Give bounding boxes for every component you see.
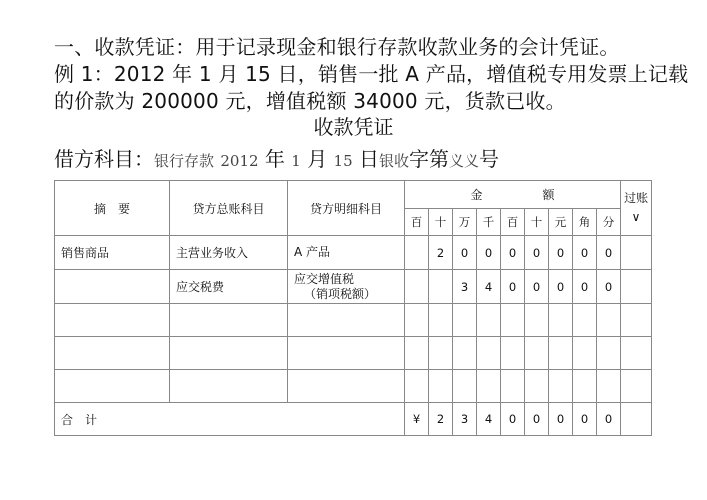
amount-digit [429, 337, 453, 370]
amount-digit [405, 236, 429, 270]
amount-digit: 0 [501, 236, 525, 270]
amount-digit [405, 370, 429, 403]
total-digit: 0 [549, 403, 573, 436]
amount-digit [501, 337, 525, 370]
voucher-kind: 银收 [379, 152, 410, 170]
total-digit: 0 [501, 403, 525, 436]
row-general-account: 主营业务收入 [170, 236, 288, 270]
amount-digit [549, 370, 573, 403]
row-general-account [170, 304, 288, 337]
total-label: 合 计 [55, 403, 405, 436]
amount-digit [501, 370, 525, 403]
amount-digit: 0 [453, 236, 477, 270]
posted-header [621, 181, 652, 236]
row-detail-account [288, 370, 405, 403]
total-digit: 2 [429, 403, 453, 436]
amount-digit [405, 337, 429, 370]
detail-account-header: 贷方明细科目 [288, 181, 405, 236]
debit-account: 银行存款 [154, 152, 215, 170]
amount-digit [549, 337, 573, 370]
amount-digit: 0 [573, 236, 597, 270]
table-row [55, 370, 652, 403]
summary-header: 摘 要 [55, 181, 170, 236]
detail-account-note: （销项税额） [304, 286, 377, 301]
total-digit: 0 [597, 403, 621, 436]
amount-digit [453, 337, 477, 370]
amount-header: 金 额 [405, 181, 621, 209]
amount-digit [405, 304, 429, 337]
amount-digit [573, 370, 597, 403]
amount-digit [525, 370, 549, 403]
row-general-account [170, 370, 288, 403]
table-row [55, 337, 652, 370]
digit-unit-header: 角 [573, 209, 597, 236]
total-digit: ¥ [405, 403, 429, 436]
digit-unit-header: 元 [549, 209, 573, 236]
amount-digit [477, 370, 501, 403]
row-posted-cell [621, 370, 652, 403]
general-account-header: 贷方总账科目 [170, 181, 288, 236]
amount-digit: 2 [429, 236, 453, 270]
digit-unit-header: 百 [501, 209, 525, 236]
amount-digit: 0 [525, 270, 549, 304]
row-general-account [170, 337, 288, 370]
voucher-header [54, 146, 499, 174]
amount-digit [429, 270, 453, 304]
table-row [55, 270, 652, 304]
amount-digit [429, 304, 453, 337]
amount-digit: 0 [501, 270, 525, 304]
amount-digit [597, 337, 621, 370]
amount-digit [453, 370, 477, 403]
table-row [55, 236, 652, 270]
total-digit: 0 [525, 403, 549, 436]
intro-text [54, 34, 694, 115]
day-unit: 日 [359, 147, 379, 171]
detail-account-name: 应交增值税 [294, 271, 355, 286]
row-summary [55, 304, 170, 337]
amount-digit: 0 [597, 270, 621, 304]
month-unit: 月 [307, 147, 328, 171]
row-detail-account [288, 304, 405, 337]
number-label: 字第 [409, 147, 450, 171]
row-summary: 销售商品 [55, 236, 170, 270]
amount-digit [429, 370, 453, 403]
amount-digit [525, 304, 549, 337]
digit-unit-header: 万 [453, 209, 477, 236]
row-summary [55, 370, 170, 403]
amount-digit [477, 304, 501, 337]
voucher-year: 2012 [220, 152, 259, 170]
amount-digit: 0 [597, 236, 621, 270]
total-digit: 4 [477, 403, 501, 436]
intro-line-3: 的价款为 200000 元，增值税额 34000 元，货款已收。 [54, 89, 566, 113]
table-row [55, 304, 652, 337]
intro-line-2: 例 1：2012 年 1 月 15 日，销售一批 A 产品，增值税专用发票上记载 [54, 62, 689, 86]
year-unit: 年 [264, 147, 285, 171]
amount-digit: 3 [453, 270, 477, 304]
number-unit: 号 [479, 147, 500, 171]
amount-digit: 4 [477, 270, 501, 304]
amount-digit [597, 304, 621, 337]
voucher-number: 义义 [449, 152, 480, 170]
digit-unit-header: 十 [429, 209, 453, 236]
total-posted-cell [621, 403, 652, 436]
row-detail-account [288, 337, 405, 370]
row-general-account: 应交税费 [170, 270, 288, 304]
amount-digit: 0 [477, 236, 501, 270]
amount-digit [405, 270, 429, 304]
voucher-day: 15 [333, 152, 353, 170]
amount-digit [573, 337, 597, 370]
amount-digit: 0 [549, 236, 573, 270]
row-summary [55, 337, 170, 370]
digit-unit-header: 千 [477, 209, 501, 236]
total-digit: 3 [453, 403, 477, 436]
total-digit: 0 [573, 403, 597, 436]
row-posted-cell [621, 236, 652, 270]
debit-label: 借方科目： [54, 147, 154, 171]
posted-label: 过账 [624, 191, 649, 205]
amount-digit [501, 304, 525, 337]
amount-digit: 0 [573, 270, 597, 304]
digit-unit-header: 十 [525, 209, 549, 236]
amount-digit [597, 370, 621, 403]
total-row [55, 403, 652, 436]
row-posted-cell [621, 270, 652, 304]
voucher-title: 收款凭证 [313, 115, 394, 139]
row-detail-account [288, 236, 405, 270]
amount-digit [453, 304, 477, 337]
voucher-month: 1 [291, 152, 301, 170]
row-summary [55, 270, 170, 304]
amount-digit: 0 [549, 270, 573, 304]
row-posted-cell [621, 304, 652, 337]
voucher-table [54, 180, 652, 436]
amount-digit [549, 304, 573, 337]
digit-unit-header: 百 [405, 209, 429, 236]
row-posted-cell [621, 337, 652, 370]
posted-mark: ∨ [631, 210, 641, 224]
detail-account-name: A 产品 [294, 245, 331, 259]
amount-digit [525, 337, 549, 370]
amount-digit: 0 [525, 236, 549, 270]
digit-unit-header: 分 [597, 209, 621, 236]
amount-digit [573, 304, 597, 337]
row-detail-account [288, 270, 405, 304]
intro-line-1: 一、收款凭证：用于记录现金和银行存款收款业务的会计凭证。 [54, 35, 620, 59]
amount-digit [477, 337, 501, 370]
